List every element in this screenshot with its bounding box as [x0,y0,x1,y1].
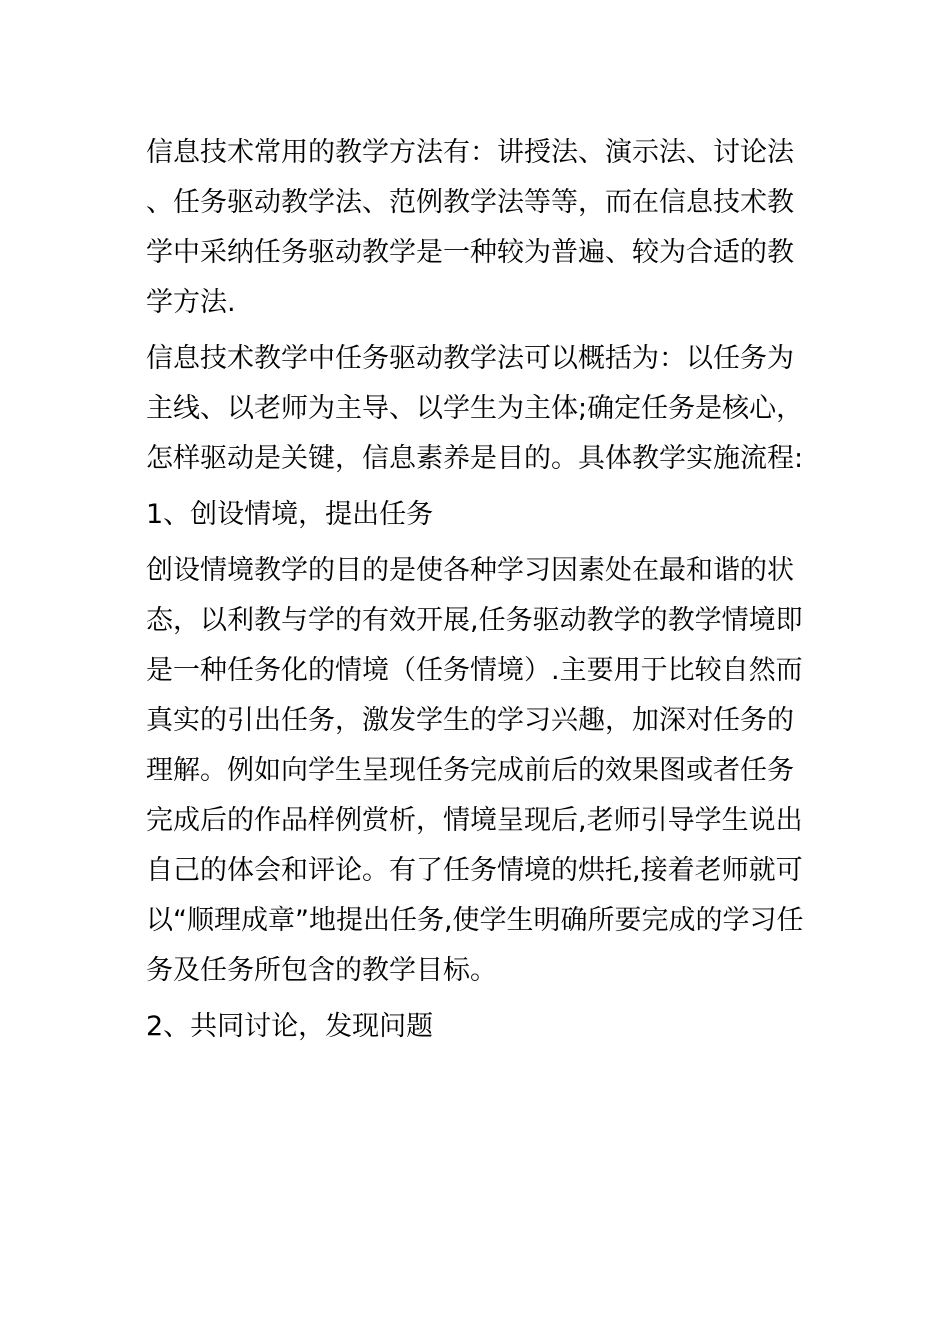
section-heading-1: 1、创设情境，提出任务 [146,499,434,530]
document-body [146,128,814,1058]
paragraph-create-situation: 创设情境教学的目的是使各种学习因素处在最和谐的状态，以利教与学的有效开展,任务驱动教学的教学情境即是一种任务化的情境（任务情境）.主要用于比较自然而真实的引出任务，激发学生的学习兴趣，加深对任务的理解。例如向学生呈现任务完成前后的效果图或者任务完成后的作品样例赏析，情境呈现后,老师引导学生说出自己的体会和评论。有了任务情境的烘托,接着老师就可以“顺理成章”地提出任务,使学生明确所要完成的学习任务及任务所包含的教学目标。 [146,555,804,986]
paragraph-teaching-methods: 信息技术常用的教学方法有：讲授法、演示法、讨论法、任务驱动教学法、范例教学法等等，而在信息技术教学中采纳任务驱动教学是一种较为普遍、较为合适的教学方法. [146,137,794,318]
paragraph-task-driven-summary: 信息技术教学中任务驱动教学法可以概括为：以任务为主线、以老师为主导、以学生为主体;确定任务是核心，怎样驱动是关键，信息素养是目的。具体教学实施流程: [146,343,804,474]
section-heading-2: 2、共同讨论，发现问题 [146,1011,434,1042]
